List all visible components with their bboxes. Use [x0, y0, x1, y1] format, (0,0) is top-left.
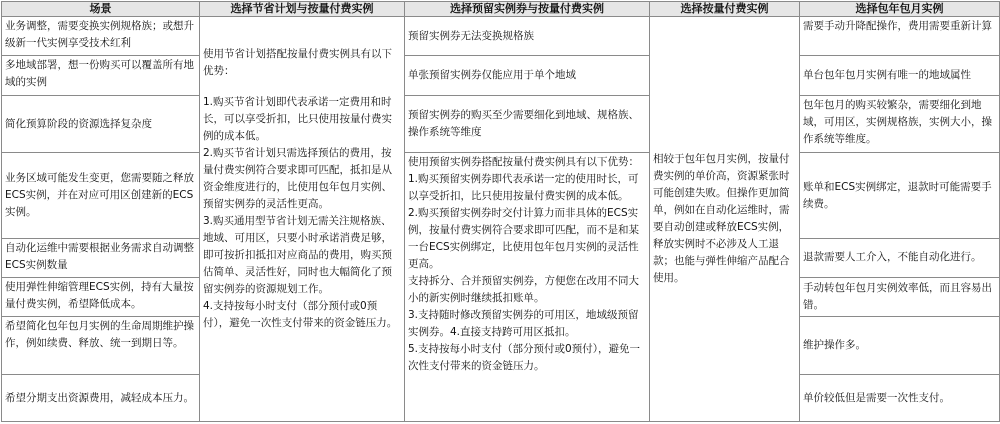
subscription-cell: 维护操作多。: [800, 317, 1000, 375]
reserved-advantages-cell: [405, 153, 650, 422]
pay-as-you-go-cell: 相较于包年包月实例，按量付费实例的单价高，资源紧张时可能创建失败。但操作更加简单，例如在自动化运维时，需要自动创建或释放ECS实例，释放实例时不必涉及人工退款；也能与弹性伸缩产品配合使用。: [650, 17, 800, 422]
header-savings-plan: 选择节省计划与按量付费实例: [200, 2, 405, 17]
reserved-point: 5.支持按每小时支付（部分预付或0预付），避免一次性支付带来的资金链压力。: [408, 343, 640, 373]
reserved-point: 3.支持随时修改预留实例券的可用区，地域级预留实例券。4.直接支持跨可用区抵扣。: [408, 309, 639, 339]
subscription-cell: 包年包月的购买较繁杂，需要细化到地域，可用区，实例规格族，实例大小，操作系统等维度。: [800, 95, 1000, 153]
header-pay-as-you-go: 选择按量付费实例: [650, 2, 800, 17]
reserved-point: 2.购买预留实例券时交付计算力而非具体的ECS实例，按量付费实例符合要求即可匹配，而不是和某一台ECS实例绑定，比使用包年包月实例的灵活性更高。: [408, 207, 639, 271]
subscription-cell: 单价较低但是需要一次性支付。: [800, 375, 1000, 422]
subscription-cell: 单台包年包月实例有唯一的地域属性: [800, 56, 1000, 95]
savings-plan-point: 4.支持按每小时支付（部分预付或0预付），避免一次性支付带来的资金链压力。: [203, 300, 398, 329]
reserved-cell: 单张预留实例券仅能应用于单个地域: [405, 56, 650, 95]
scenario-cell: 业务区域可能发生变更，您需要随之释放ECS实例，并在对应可用区创建新的ECS实例。: [2, 153, 200, 238]
scenario-cell: 业务调整，需要变换实例规格族；或想升级新一代实例享受技术红利: [2, 17, 200, 56]
table-row: [2, 17, 1000, 56]
scenario-cell: 自动化运维中需要根据业务需求自动调整ECS实例数量: [2, 238, 200, 277]
table-row: [2, 153, 1000, 238]
scenario-cell: 多地域部署，想一份购买可以覆盖所有地域的实例: [2, 56, 200, 95]
header-subscription: 选择包年包月实例: [800, 2, 1000, 17]
table-row: [2, 56, 1000, 95]
subscription-cell: 手动转包年包月实例效率低，而且容易出错。: [800, 278, 1000, 317]
savings-plan-point: 3.购买通用型节省计划无需关注规格族、地域、可用区，只要小时承诺消费足够，即可按折扣抵扣对应商品的费用，购买预估简单、灵活性好，同时也大幅简化了预留实例券的资源规划工作。: [203, 215, 392, 295]
header-scenario: 场景: [2, 2, 200, 17]
table-row: [2, 95, 1000, 153]
reserved-point: 1.购买预留实例券即代表承诺一定的使用时长，可以享受折扣，比只使用按量付费实例的成本低。: [408, 173, 639, 203]
header-reserved-instance: 选择预留实例券与按量付费实例: [405, 2, 650, 17]
savings-plan-intro: 使用节省计划搭配按量付费实例具有以下优势：: [203, 48, 392, 77]
subscription-cell: 需要手动升降配操作，费用需要重新计算: [800, 17, 1000, 56]
reserved-cell: 预留实例券无法变换规格族: [405, 17, 650, 56]
reserved-point: 支持拆分、合并预留实例券，方便您在改用不同大小的新实例时继续抵扣账单。: [408, 275, 639, 305]
savings-plan-point: 1.购买节省计划即代表承诺一定费用和时长，可以享受折扣，比只使用按量付费实例的成本低。: [203, 96, 392, 142]
savings-plan-cell: [200, 17, 405, 422]
scenario-cell: 希望分期支出资源费用，减轻成本压力。: [2, 375, 200, 422]
comparison-table: [1, 1, 1000, 422]
reserved-cell: 预留实例券的购买至少需要细化到地域、规格族、操作系统等维度: [405, 95, 650, 153]
header-row: [2, 2, 1000, 17]
subscription-cell: 账单和ECS实例绑定，退款时可能需要手续费。: [800, 153, 1000, 238]
reserved-intro: 使用预留实例券搭配按量付费实例具有以下优势：: [408, 156, 639, 169]
scenario-cell: 希望简化包年包月实例的生命周期维护操作，例如续费、释放、统一到期日等。: [2, 317, 200, 375]
scenario-cell: 使用弹性伸缩管理ECS实例，持有大量按量付费实例，希望降低成本。: [2, 278, 200, 317]
subscription-cell: 退款需要人工介入，不能自动化进行。: [800, 238, 1000, 277]
savings-plan-point: 2.购买节省计划只需选择预估的费用，按量付费实例符合要求即可匹配，抵扣是从资金维度进行的，比使用包年包月实例、预留实例券的灵活性更高。: [203, 147, 392, 210]
scenario-cell: 简化预算阶段的资源选择复杂度: [2, 95, 200, 153]
